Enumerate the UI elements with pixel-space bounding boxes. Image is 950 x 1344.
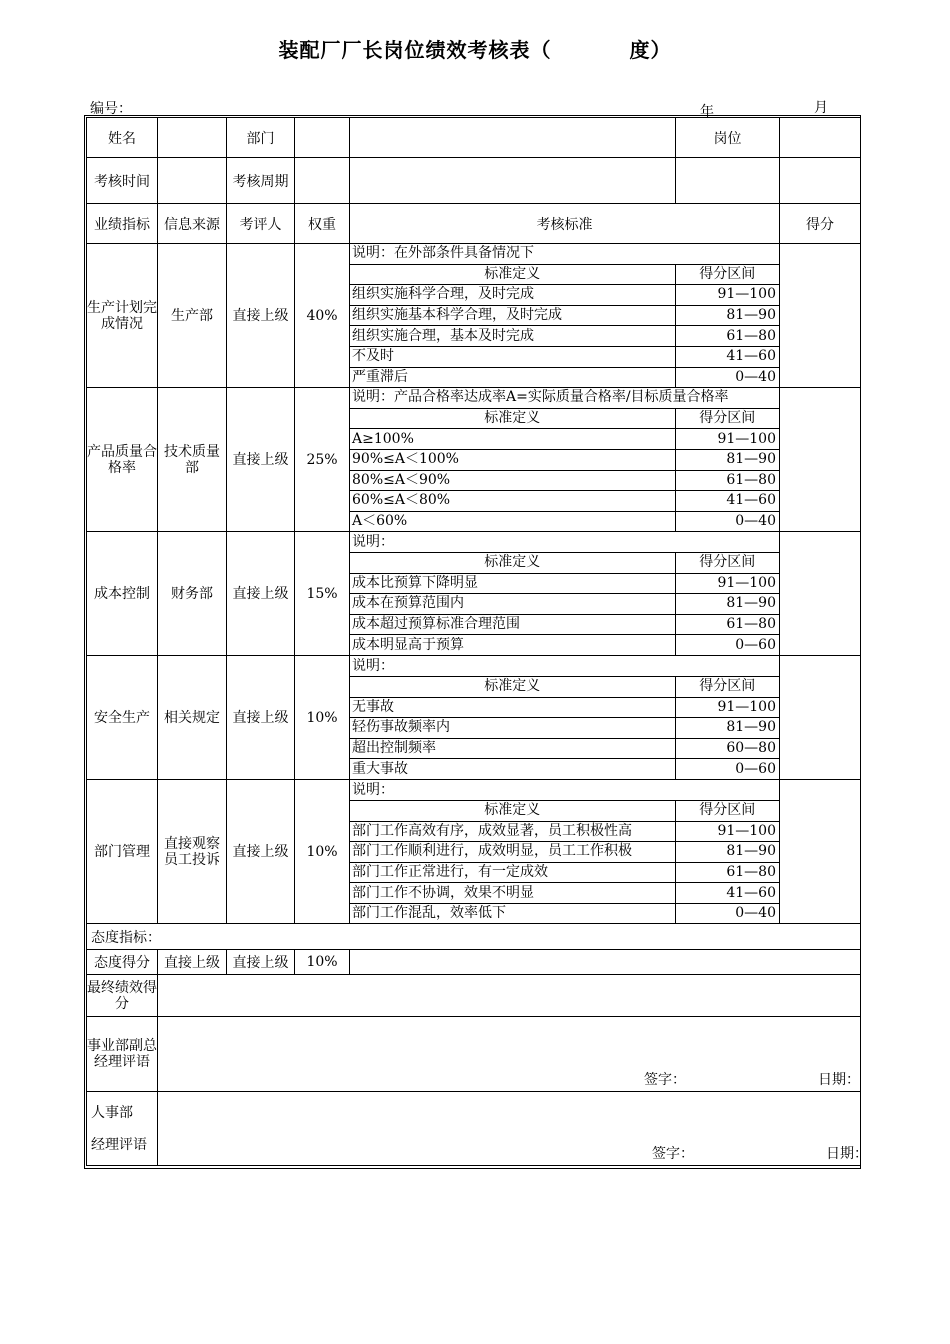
dept-field[interactable] (295, 118, 350, 158)
def-header: 标准定义 (350, 800, 675, 821)
indicator-reviewer: 直接上级 (227, 388, 295, 532)
score-field[interactable] (780, 780, 861, 924)
name-label: 姓名 (87, 118, 158, 158)
def-text: 部门工作混乱，效率低下 (350, 903, 675, 923)
range-text: 61—80 (675, 470, 779, 491)
vp-comment-field[interactable] (158, 1017, 861, 1092)
range-text: 91—100 (675, 285, 779, 306)
month-label: 月 (814, 100, 828, 116)
month-blank[interactable] (746, 101, 788, 116)
range-text: 0—40 (675, 367, 779, 387)
hr-comment-label-2: 经理评语 (91, 1136, 147, 1153)
indicator-name: 生产计划完成情况 (87, 244, 158, 388)
indicator-source: 直接观察员工投诉 (158, 780, 227, 924)
def-text: 轻伤事故频率内 (350, 718, 675, 739)
blank-field-1[interactable] (350, 118, 676, 158)
def-text: 成本比预算下降明显 (350, 573, 675, 594)
def-text: 重大事故 (350, 759, 675, 779)
def-text: 成本超过预算标准合理范围 (350, 614, 675, 635)
attitude-weight: 10% (295, 950, 350, 975)
def-text: 部门工作高效有序，成效显著，员工积极性高 (350, 821, 675, 842)
def-text: 超出控制频率 (350, 738, 675, 759)
range-header: 得分区间 (675, 408, 779, 429)
def-text: 组织实施合理，基本及时完成 (350, 326, 675, 347)
def-header: 标准定义 (350, 264, 675, 285)
range-text: 91—100 (675, 697, 779, 718)
year-label: 年 (700, 103, 714, 120)
score-field[interactable] (780, 244, 861, 388)
range-text: 91—100 (675, 821, 779, 842)
indicator-reviewer: 直接上级 (227, 532, 295, 656)
post-label: 岗位 (676, 118, 780, 158)
def-text: 80%≤A＜90% (350, 470, 675, 491)
hr-date-label: 日期： (826, 1146, 868, 1163)
range-text: 81—90 (675, 594, 779, 615)
def-text: 组织实施科学合理，及时完成 (350, 285, 675, 306)
def-text: 部门工作不协调，效果不明显 (350, 883, 675, 904)
indicator-reviewer: 直接上级 (227, 780, 295, 924)
attitude-score-field[interactable] (350, 950, 861, 975)
range-text: 0—40 (675, 903, 779, 923)
period-field[interactable] (295, 158, 350, 204)
score-field[interactable] (780, 532, 861, 656)
hr-sign-label: 签字： (652, 1146, 694, 1163)
def-text: 90%≤A＜100% (350, 449, 675, 470)
def-header: 标准定义 (350, 676, 675, 697)
year-blank[interactable] (686, 101, 728, 120)
score-field[interactable] (780, 388, 861, 532)
range-header: 得分区间 (675, 800, 779, 821)
def-text: 部门工作顺利进行，成效明显，员工工作积极 (350, 842, 675, 863)
hr-comment-label (87, 1092, 158, 1166)
col-standard: 考核标准 (350, 204, 780, 244)
range-header: 得分区间 (675, 552, 779, 573)
range-text: 0—60 (675, 635, 779, 655)
vp-sign-label: 签字： (644, 1072, 686, 1089)
final-score-field[interactable] (158, 975, 861, 1017)
def-text: 60%≤A＜80% (350, 491, 675, 512)
range-text: 81—90 (675, 449, 779, 470)
def-text: 无事故 (350, 697, 675, 718)
indicator-source: 生产部 (158, 244, 227, 388)
def-text: 严重滞后 (350, 367, 675, 387)
col-weight: 权重 (295, 204, 350, 244)
standard-note: 说明： (350, 656, 779, 676)
standard-note: 说明：产品合格率达成率A=实际质量合格率/目标质量合格率 (350, 388, 779, 408)
range-text: 0—40 (675, 511, 779, 531)
col-indicator: 业绩指标 (87, 204, 158, 244)
indicator-source: 相关规定 (158, 656, 227, 780)
range-header: 得分区间 (675, 676, 779, 697)
dept-label: 部门 (227, 118, 295, 158)
range-text: 81—90 (675, 718, 779, 739)
col-reviewer: 考评人 (227, 204, 295, 244)
score-field[interactable] (780, 656, 861, 780)
attitude-reviewer: 直接上级 (227, 950, 295, 975)
standard-cell (350, 388, 780, 532)
period-label: 考核周期 (227, 158, 295, 204)
standard-note: 说明： (350, 532, 779, 552)
vp-date-label: 日期： (818, 1072, 860, 1089)
indicator-name: 部门管理 (87, 780, 158, 924)
indicator-weight: 10% (295, 656, 350, 780)
indicator-name: 安全生产 (87, 656, 158, 780)
indicator-weight: 15% (295, 532, 350, 656)
indicator-source: 财务部 (158, 532, 227, 656)
blank-field-2[interactable] (350, 158, 676, 204)
def-header: 标准定义 (350, 408, 675, 429)
def-text: A≥100% (350, 429, 675, 450)
indicator-weight: 40% (295, 244, 350, 388)
time-field[interactable] (158, 158, 227, 204)
attitude-score-label: 态度得分 (87, 950, 158, 975)
standard-note: 说明：在外部条件具备情况下 (350, 244, 779, 264)
attitude-indicator-label: 态度指标： (87, 924, 861, 950)
def-text: 成本明显高于预算 (350, 635, 675, 655)
vp-comment-label: 事业部副总经理评语 (87, 1017, 158, 1092)
col-score: 得分 (780, 204, 861, 244)
indicator-weight: 10% (295, 780, 350, 924)
blank-field-3[interactable] (676, 158, 780, 204)
hr-comment-label-1: 人事部 (91, 1104, 133, 1121)
time-label: 考核时间 (87, 158, 158, 204)
serial-number-label: 编号： (90, 101, 132, 117)
range-text: 0—60 (675, 759, 779, 779)
page-title (0, 34, 950, 63)
indicator-reviewer: 直接上级 (227, 244, 295, 388)
standard-note: 说明： (350, 780, 779, 800)
post-field[interactable] (780, 118, 861, 158)
indicator-reviewer: 直接上级 (227, 656, 295, 780)
indicator-name: 产品质量合格率 (87, 388, 158, 532)
indicator-name: 成本控制 (87, 532, 158, 656)
standard-cell (350, 656, 780, 780)
range-text: 91—100 (675, 429, 779, 450)
def-text: 组织实施基本科学合理，及时完成 (350, 305, 675, 326)
range-header: 得分区间 (675, 264, 779, 285)
final-score-label: 最终绩效得分 (87, 975, 158, 1017)
range-text: 41—60 (675, 491, 779, 512)
standard-cell (350, 244, 780, 388)
range-text: 61—80 (675, 326, 779, 347)
range-text: 91—100 (675, 573, 779, 594)
indicator-weight: 25% (295, 388, 350, 532)
range-text: 61—80 (675, 614, 779, 635)
date-line (686, 97, 828, 120)
standard-cell (350, 532, 780, 656)
appraisal-table (86, 117, 868, 1166)
indicator-source: 技术质量部 (158, 388, 227, 532)
range-text: 41—60 (675, 883, 779, 904)
range-text: 61—80 (675, 862, 779, 883)
def-text: 不及时 (350, 346, 675, 367)
def-text: A＜60% (350, 511, 675, 531)
blank-field-4[interactable] (780, 158, 861, 204)
standard-cell (350, 780, 780, 924)
def-text: 成本在预算范围内 (350, 594, 675, 615)
title-right: 度） (629, 38, 672, 62)
def-text: 部门工作正常进行，有一定成效 (350, 862, 675, 883)
range-text: 81—90 (675, 305, 779, 326)
name-field[interactable] (158, 118, 227, 158)
range-text: 81—90 (675, 842, 779, 863)
col-source: 信息来源 (158, 204, 227, 244)
attitude-source: 直接上级 (158, 950, 227, 975)
def-header: 标准定义 (350, 552, 675, 573)
title-left: 装配厂厂长岗位绩效考核表（ (278, 38, 552, 62)
range-text: 41—60 (675, 346, 779, 367)
hr-comment-field[interactable] (158, 1092, 868, 1166)
range-text: 60—80 (675, 738, 779, 759)
